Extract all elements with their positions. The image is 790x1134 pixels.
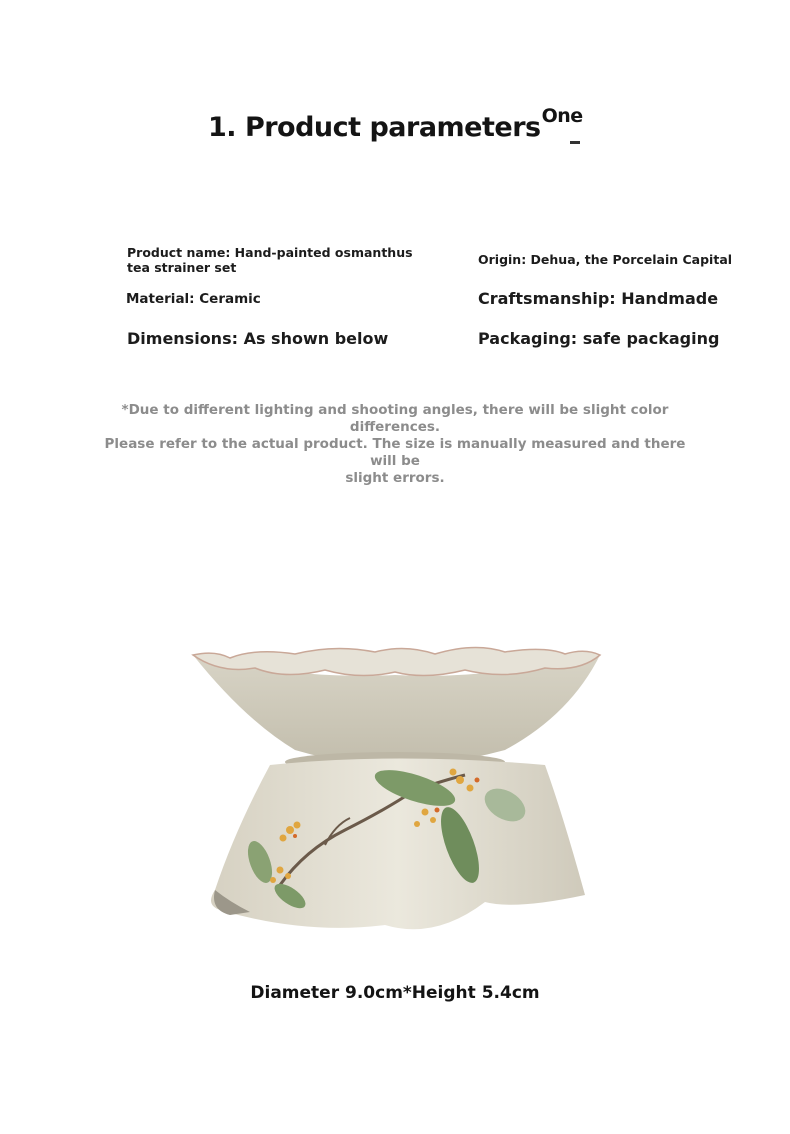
param-packaging: Packaging: safe packaging [478, 329, 720, 348]
title-superscript: One [541, 105, 583, 127]
dimension-caption: Diameter 9.0cm*Height 5.4cm [250, 983, 540, 1003]
dash-mark [570, 141, 580, 144]
param-origin: Origin: Dehua, the Porcelain Capital [478, 252, 733, 267]
note-line-3: slight errors. [345, 470, 445, 486]
param-product-name: Product name: Hand-painted osmanthus tea strainer set [127, 245, 413, 275]
note-line-1: *Due to different lighting and shooting angles, there will be slight color differences. [121, 402, 669, 435]
page-title [208, 105, 583, 143]
param-dimensions: Dimensions: As shown below [127, 329, 389, 348]
title-text: 1. Product parameters [208, 112, 541, 143]
param-material: Material: Ceramic [126, 291, 261, 307]
disclaimer-note [90, 402, 700, 487]
param-craftsmanship: Craftsmanship: Handmade [478, 289, 719, 308]
note-line-2: Please refer to the actual product. The size is manually measured and there will be [104, 436, 686, 469]
tea-strainer-image [185, 640, 610, 940]
